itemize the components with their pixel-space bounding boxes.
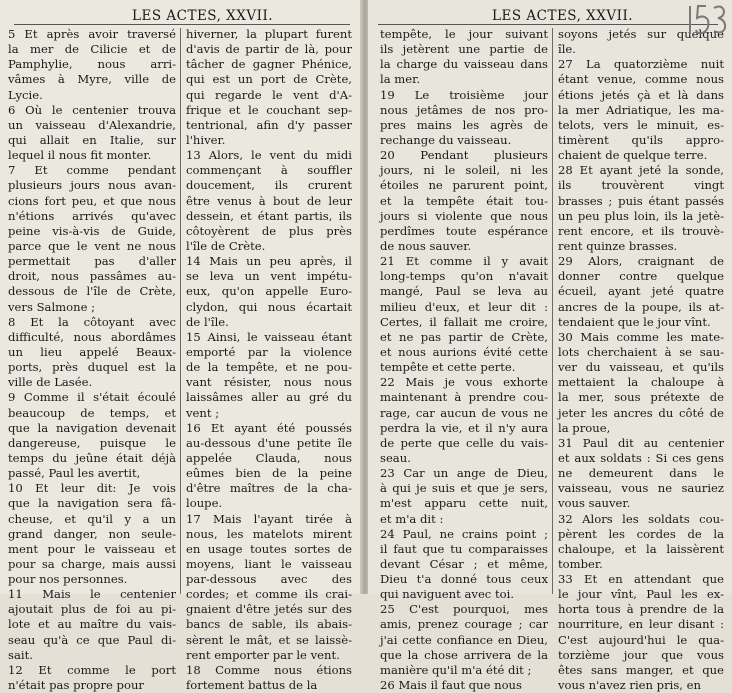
text-line: clydon, qui nous écartait	[186, 299, 352, 314]
text-line: torzième jour que vous	[558, 647, 724, 662]
text-line: laissâmes aller au gré du	[186, 390, 352, 405]
text-line: pres mains les agrès de	[380, 117, 548, 132]
text-line: 16 Et ayant été poussés	[186, 420, 352, 435]
text-line: seau.	[380, 450, 411, 465]
left-page	[0, 0, 362, 693]
text-line: sait.	[8, 647, 33, 662]
text-line: nous jetâmes de nos pro-	[380, 102, 548, 117]
text-line: 31 Paul dit au centenier	[558, 435, 724, 450]
text-line: difficulté, nous abordâmes	[8, 329, 176, 344]
column-divider-left	[180, 28, 181, 594]
text-line: au-dessous d'une petite île	[186, 435, 352, 450]
text-line: de nous sauver.	[380, 238, 472, 253]
text-line: horta tous à prendre de la	[558, 602, 724, 617]
text-line: 13 Alors, le vent du midi	[186, 148, 352, 163]
text-line: bancs de sable, ils abais-	[186, 617, 352, 632]
text-line: hiverner, la plupart furent	[186, 27, 352, 41]
running-head-right: LES ACTES, XXVII.	[492, 8, 634, 24]
text-line: que la navigation sera fâ-	[8, 496, 176, 511]
text-line: ils jetèrent une partie de	[380, 42, 548, 57]
text-line: 33 Et en attendant que	[558, 572, 724, 587]
text-line: temps du jeûne était déjà	[8, 450, 176, 465]
text-line: dessein, et étant partis, ils	[186, 208, 352, 223]
text-line: frique et le couchant sep-	[186, 102, 352, 117]
text-line: l'hiver.	[186, 132, 226, 147]
text-line: mangé, Paul se leva au	[380, 284, 548, 299]
text-line: lote et au maître du vais-	[8, 617, 176, 632]
text-line: que la navigation devenait	[8, 420, 176, 435]
text-line: ver du vaisseau, et qu'ils	[558, 360, 724, 375]
text-line: peine vis-à-vis de Guide,	[8, 223, 176, 238]
text-line: m'est apparu cette nuit,	[380, 496, 548, 511]
text-line: droit, nous passâmes au-	[8, 269, 176, 284]
text-line: ancres de la poupe, ils at-	[558, 299, 724, 314]
text-line: 15 Ainsi, le vaisseau étant	[186, 329, 352, 344]
text-line: et m'a dit :	[380, 511, 444, 526]
text-line: lots cherchaient à se sau-	[558, 344, 724, 359]
text-line: ajoutait plus de foi au pi-	[8, 602, 176, 617]
text-line: plusieurs jours nous avan-	[8, 178, 176, 193]
text-line: vaisseau, vous ne sauriez	[558, 481, 724, 496]
text-line: de perte que celle du vais-	[380, 435, 548, 450]
text-line: rage, car aucun de vous ne	[380, 405, 548, 420]
text-line: étoiles ne parurent point,	[380, 178, 548, 193]
text-line: un lieu appelé Beaux-	[8, 344, 176, 359]
text-line: mettaient la chaloupe à	[558, 375, 724, 390]
text-line: 18 Comme nous étions	[186, 662, 352, 677]
text-line: timèrent qu'ils appro-	[558, 132, 724, 147]
text-line: la charge du vaisseau dans	[380, 57, 548, 72]
text-line: 28 Et ayant jeté la sonde,	[558, 163, 724, 178]
text-line: 23 Car un ange de Dieu,	[380, 466, 548, 481]
text-line: un vaisseau d'Alexandrie,	[8, 117, 176, 132]
text-line: tomber.	[558, 556, 603, 571]
text-line: parce que le vent ne nous	[8, 238, 176, 253]
text-line: milieu d'eux, et leur dit :	[380, 299, 548, 314]
text-line: telots, vers le minuit, es-	[558, 117, 724, 132]
text-line: sèrent le mât, et se laissè-	[186, 632, 352, 647]
text-line: vers Salmone ;	[8, 299, 96, 314]
text-line: 19 Le troisième jour	[380, 87, 548, 102]
text-line: vant résister, nous nous	[186, 375, 352, 390]
text-line: dangereuse, puisque le	[8, 435, 176, 450]
text-line: êtes sans manger, et que	[558, 662, 724, 677]
text-line: emporté par la violence	[186, 344, 352, 359]
text-line: vous sauver.	[558, 496, 631, 511]
text-line: 20 Pendant plusieurs	[380, 148, 548, 163]
text-line: ment pour le vaisseau et	[8, 541, 176, 556]
text-line: de la tempête, et ne pou-	[186, 360, 352, 375]
text-line: ne demeurent dans le	[558, 466, 724, 481]
text-line: seau qu'à ce que Paul di-	[8, 632, 176, 647]
handwritten-page-number	[684, 0, 730, 40]
text-line: île.	[558, 42, 576, 57]
text-line: gnaient d'être jetés sur des	[186, 602, 352, 617]
text-line: la mer.	[380, 72, 421, 87]
column-divider-right	[552, 28, 553, 594]
text-line: passé, Paul les avertit,	[8, 466, 141, 481]
right-page-column-2	[558, 27, 724, 693]
text-line: perdra la vie, et il n'y aura	[380, 420, 548, 435]
text-line: loupe.	[186, 496, 223, 511]
text-line: et ne pas partir de Crète,	[380, 329, 548, 344]
right-page-column-1	[380, 27, 548, 693]
text-line: 8 Et la côtoyant avec	[8, 314, 176, 329]
text-line: jours, ni le soleil, ni les	[380, 163, 548, 178]
text-line: 29 Alors, craignant de	[558, 254, 724, 269]
text-line: 9 Comme il s'était écoulé	[8, 390, 176, 405]
text-line: 12 Et comme le port	[8, 662, 176, 677]
left-page-column-2	[186, 27, 352, 693]
text-line: la mer Adriatique, les ma-	[558, 102, 724, 117]
text-line: Pamphylie, nous arri-	[8, 57, 176, 72]
text-line: fortement battus de la	[186, 678, 318, 693]
text-line: qui est un port de Crète,	[186, 72, 352, 87]
text-line: se leva un vent impétu-	[186, 269, 352, 284]
text-line: étions jetés çà et là dans	[558, 87, 724, 102]
text-line: que la chose arrivera de la	[380, 647, 548, 662]
text-line: devant César ; et même,	[380, 556, 548, 571]
text-line: écueil, ayant jeté quatre	[558, 284, 724, 299]
text-line: être venus à bout de leur	[186, 193, 352, 208]
text-line: la proue,	[558, 420, 611, 435]
text-line: la mer, sous prétexte de	[558, 390, 724, 405]
text-line: rechange du vaisseau.	[380, 132, 512, 147]
text-line: n'étions arrivés qu'avec	[8, 208, 176, 223]
text-line: 25 C'est pourquoi, mes	[380, 602, 548, 617]
text-line: 30 Mais comme les mate-	[558, 329, 724, 344]
text-line: donner contre quelque	[558, 269, 724, 284]
text-line: C'est aujourd'hui le qua-	[558, 632, 724, 647]
text-line: Certes, il fallait me croire,	[380, 314, 548, 329]
text-line: maintenant à prendre cou-	[380, 390, 548, 405]
text-line: j'ai cette confiance en Dieu,	[380, 632, 548, 647]
text-line: par-dessous avec des	[186, 572, 352, 587]
text-line: rent emporter par le vent.	[186, 647, 340, 662]
text-line: un peu plus loin, ils la jetè-	[558, 208, 724, 223]
text-line: long-temps qu'on n'avait	[380, 269, 548, 284]
text-line: beaucoup de temps, et	[8, 405, 176, 420]
running-head-left: LES ACTES, XXVII.	[132, 8, 274, 24]
text-line: et nous aurions évité cette	[380, 344, 548, 359]
text-line: perdîmes toute espérance	[380, 223, 548, 238]
text-line: ville de Lasée.	[8, 375, 93, 390]
header-rule-left	[14, 24, 350, 25]
text-line: eûmes bien de la peine	[186, 466, 352, 481]
text-line: brasses ; puis étant passés	[558, 193, 724, 208]
text-line: doucement, ils crurent	[186, 178, 352, 193]
text-line: nourriture, en leur disant :	[558, 617, 724, 632]
text-line: cordes; et comme ils crai-	[186, 587, 352, 602]
text-line: vous n'avez rien pris, en	[558, 678, 701, 693]
text-line: et la tempête était tou-	[380, 193, 548, 208]
text-line: en usage toutes sortes de	[186, 541, 352, 556]
text-line: 22 Mais je vous exhorte	[380, 375, 548, 390]
text-line: Lycie.	[8, 87, 43, 102]
text-line: pèrent les cordes de la	[558, 526, 724, 541]
text-line: 21 Et comme il y avait	[380, 254, 548, 269]
text-line: qui allait en Italie, sur	[8, 132, 176, 147]
text-line: Dieu t'a donné tous ceux	[380, 572, 548, 587]
text-line: dessous de l'île de Crète,	[8, 284, 176, 299]
text-line: tentrional, afin d'y passer	[186, 117, 352, 132]
text-line: d'avis de partir de là, pour	[186, 42, 352, 57]
text-line: permettait pas d'aller	[8, 254, 176, 269]
text-line: pour sa charge, mais aussi	[8, 556, 176, 571]
text-line: vent ;	[186, 405, 220, 420]
text-line: 26 Mais il faut que nous	[380, 678, 522, 693]
text-line: manière qu'il m'a été dit ;	[380, 662, 532, 677]
text-line: 11 Mais le centenier	[8, 587, 176, 602]
right-page	[368, 0, 732, 693]
left-page-column-1	[8, 27, 176, 693]
text-line: tendaient que le jour vînt.	[558, 314, 711, 329]
text-line: 10 Et leur dit: Je vois	[8, 481, 176, 496]
text-line: moyens, liant le vaisseau	[186, 556, 352, 571]
text-line: nous, les matelots mirent	[186, 526, 352, 541]
text-line: et aux soldats : Si ces gens	[558, 450, 724, 465]
text-line: rent quinze brasses.	[558, 238, 678, 253]
text-line: vâmes à Myre, ville de	[8, 72, 176, 87]
text-line: soyons jetés sur quelque	[558, 27, 724, 41]
text-line: qui regarde le vent d'A-	[186, 87, 352, 102]
text-line: n'était pas propre pour	[8, 678, 144, 693]
text-line: ports, près duquel est la	[8, 360, 176, 375]
text-line: qui naviguent avec toi.	[380, 587, 515, 602]
text-line: 24 Paul, ne crains point ;	[380, 526, 548, 541]
header-rule-right	[378, 24, 718, 25]
text-line: 5 Et après avoir traversé	[8, 27, 176, 41]
text-line: grand danger, non seule-	[8, 526, 176, 541]
text-line: d'être maîtres de la cha-	[186, 481, 352, 496]
text-line: tempête et cette perte.	[380, 360, 516, 375]
text-line: tempête, le jour suivant	[380, 27, 548, 41]
text-line: 14 Mais un peu après, il	[186, 254, 352, 269]
text-line: pour nos personnes.	[8, 572, 128, 587]
text-line: la mer de Cilicie et de	[8, 42, 176, 57]
text-line: à qui je suis et que je sers,	[380, 481, 548, 496]
text-line: ils trouvèrent vingt	[558, 178, 724, 193]
text-line: côtoyèrent de plus près	[186, 223, 352, 238]
text-line: jours si violente que nous	[380, 208, 548, 223]
text-line: cheuse, et qu'il y a un	[8, 511, 176, 526]
text-line: tâcher de gagner Phénice,	[186, 57, 352, 72]
text-line: 27 La quatorzième nuit	[558, 57, 724, 72]
text-line: 32 Alors les soldats cou-	[558, 511, 724, 526]
text-line: 6 Où le centenier trouva	[8, 102, 176, 117]
text-line: l'île de Crète.	[186, 238, 266, 253]
text-line: amis, prenez courage ; car	[380, 617, 548, 632]
text-line: appelée Clauda, nous	[186, 450, 352, 465]
text-line: 17 Mais l'ayant tirée à	[186, 511, 352, 526]
text-line: jeter les ancres du côté de	[558, 405, 724, 420]
text-line: rent encore, et ils trouvè-	[558, 223, 724, 238]
text-line: il faut que tu comparaisses	[380, 541, 548, 556]
text-line: commençant à souffler	[186, 163, 352, 178]
text-line: cions fort peu, et que nous	[8, 193, 176, 208]
text-line: eux, qu'on appelle Euro-	[186, 284, 352, 299]
text-line: étant venue, comme nous	[558, 72, 724, 87]
text-line: chaloupe, et la laissèrent	[558, 541, 724, 556]
text-line: le jour vînt, Paul les ex-	[558, 587, 724, 602]
text-line: chaient de quelque terre.	[558, 148, 708, 163]
text-line: de l'île.	[186, 314, 229, 329]
text-line: lequel il nous fit monter.	[8, 148, 152, 163]
text-line: 7 Et comme pendant	[8, 163, 176, 178]
